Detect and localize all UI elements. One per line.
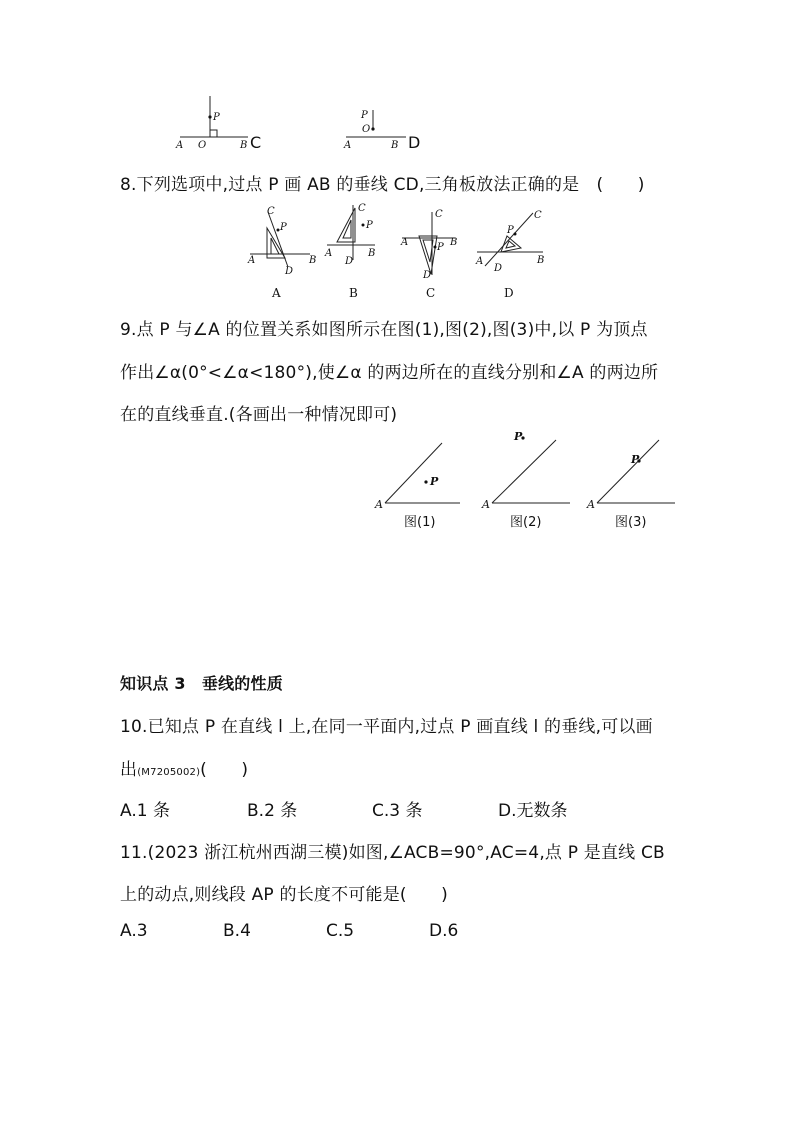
- point-o-label: O: [362, 124, 371, 135]
- option-d: D.无数条: [498, 801, 568, 821]
- q9-figure-2: [481, 430, 570, 530]
- section-title: 知识点 3 垂线的性质: [120, 674, 283, 693]
- caption-figure-2: 图(2): [510, 515, 542, 530]
- point-b-label: B: [537, 255, 545, 266]
- q8-figure-d: [475, 210, 544, 300]
- point-a-label: A: [248, 255, 256, 266]
- point-p-label: P: [280, 222, 287, 233]
- figure-d-letter: D: [408, 133, 421, 152]
- point-d-label: D: [285, 266, 294, 277]
- question-10-line-1: 10.已知点 P 在直线 l 上,在同一平面内,过点 P 画直线 l 的垂线,可以画: [120, 717, 653, 737]
- q9-figure-3: [586, 440, 675, 530]
- point-p-label: P: [437, 242, 444, 253]
- question-8-text: 8.下列选项中,过点 P 画 AB 的垂线 CD,三角板放法正确的是 ( ): [120, 175, 645, 195]
- option-c-label: C: [426, 286, 436, 300]
- point-b-label: B: [368, 248, 376, 259]
- point-c-label: C: [358, 203, 366, 214]
- option-a-label: A: [272, 286, 281, 300]
- point-a-label: A: [482, 498, 490, 511]
- question-code: (M7205002): [137, 767, 201, 778]
- option-d-label: D: [504, 286, 514, 300]
- question-10-line-2-text: 出: [120, 760, 138, 780]
- point-p-label: P: [366, 220, 373, 231]
- point-p-label: P: [361, 110, 368, 121]
- question-9-line-3: 在的直线垂直.(各画出一种情况即可): [120, 405, 398, 425]
- point-c-label: C: [267, 206, 275, 217]
- option-a: A.3: [120, 921, 148, 941]
- figure-c-letter: C: [250, 133, 262, 152]
- option-d: D.6: [429, 921, 459, 941]
- point-d-label: D: [423, 270, 432, 281]
- question-9-line-1: 9.点 P 与∠A 的位置关系如图所示在图(1),图(2),图(3)中,以 P 为顶点: [120, 320, 648, 340]
- question-11-line-2: 上的动点,则线段 AP 的长度不可能是( ): [120, 885, 448, 905]
- figure-c: [175, 96, 261, 152]
- option-b: B.4: [223, 921, 251, 941]
- point-a-label: A: [375, 498, 383, 511]
- point-b-label: B: [450, 237, 458, 248]
- point-a-label: A: [176, 140, 184, 151]
- point-p-label: P: [213, 112, 220, 123]
- point-p-label: P: [507, 225, 514, 236]
- point-a-label: A: [344, 140, 352, 151]
- point-a-label: A: [325, 248, 333, 259]
- point-p-label: P: [430, 475, 439, 488]
- point-a-label: A: [587, 498, 595, 511]
- point-c-label: C: [534, 210, 542, 221]
- option-c: C.5: [326, 921, 355, 941]
- caption-figure-3: 图(3): [615, 515, 647, 530]
- q8-figure-c: [400, 209, 457, 300]
- point-b-label: B: [240, 140, 248, 151]
- point-p-label: P: [631, 453, 640, 466]
- point-p-label: P: [514, 430, 523, 443]
- q8-figure-b: [324, 203, 375, 300]
- question-8-figures: [245, 200, 555, 305]
- caption-figure-1: 图(1): [404, 515, 436, 530]
- question-10-line-2: [120, 755, 248, 780]
- option-b-label: B: [349, 286, 358, 300]
- point-c-label: C: [435, 209, 443, 220]
- top-figures: [170, 92, 430, 154]
- point-b-label: B: [391, 140, 399, 151]
- point-b-label: B: [309, 255, 317, 266]
- point-a-label: A: [476, 256, 484, 267]
- option-c: C.3 条: [372, 801, 423, 821]
- point-d-label: D: [494, 263, 503, 274]
- q9-figure-1: [374, 443, 460, 530]
- option-b: B.2 条: [247, 801, 298, 821]
- point-a-label: A: [401, 237, 409, 248]
- question-11-line-1: 11.(2023 浙江杭州西湖三模)如图,∠ACB=90°,AC=4,点 P 是直线 CB: [120, 843, 665, 863]
- figure-d: [343, 110, 420, 152]
- q8-figure-a: [247, 206, 316, 300]
- point-o-label: O: [198, 140, 207, 151]
- question-9-line-2: 作出∠α(0°<∠α<180°),使∠α 的两边所在的直线分别和∠A 的两边所: [120, 363, 659, 383]
- option-a: A.1 条: [120, 801, 170, 821]
- point-d-label: D: [345, 256, 354, 267]
- question-9-figures: [370, 425, 680, 535]
- answer-blank: ( ): [200, 760, 249, 780]
